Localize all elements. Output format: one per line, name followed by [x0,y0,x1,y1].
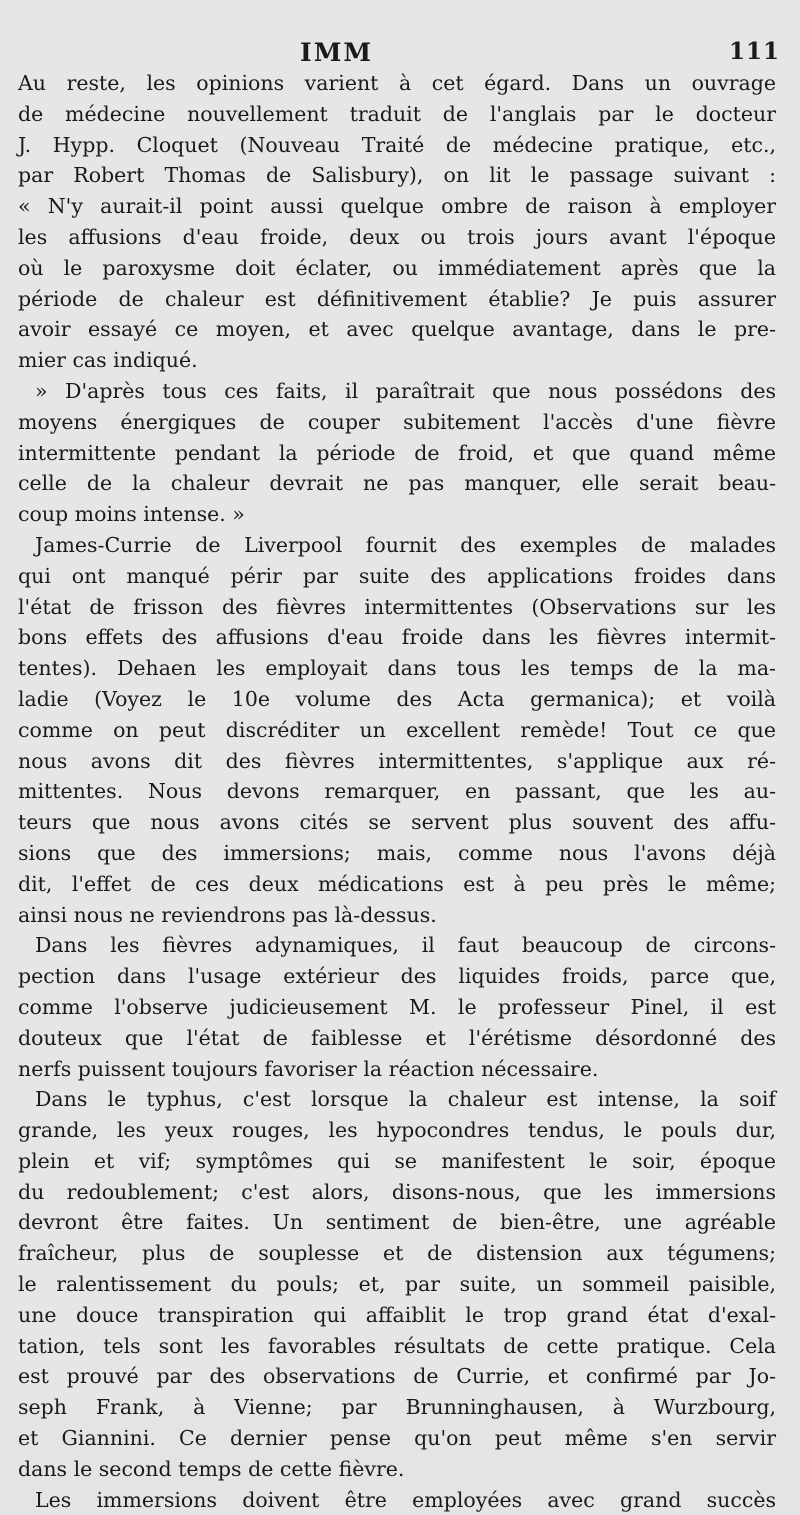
text-line: période de chaleur est définitivement établie? Je puis assurer [18,286,776,311]
text-line: qui ont manqué périr par suite des applications froides dans [18,563,776,588]
text-line: mittentes. Nous devons remarquer, en passant, que les au- [18,779,776,804]
text-line: J. Hypp. Cloquet (Nouveau Traité de médecine pratique, etc., [18,132,776,157]
text-line: où le paroxysme doit éclater, ou immédiatement après que la [18,255,776,280]
text-line: grande, les yeux rouges, les hypocondres tendus, le pouls dur, [18,1118,776,1143]
text-line: devront être faites. Un sentiment de bien-être, une agréable [18,1210,776,1235]
text-line: « N'y aurait-il point aussi quelque ombre de raison à employer [18,194,776,219]
text-line: le ralentissement du pouls; et, par suite, un sommeil paisible, [18,1272,776,1297]
text-line: dit, l'effet de ces deux médications est à peu près le même; [18,871,776,896]
text-line: tation, tels sont les favorables résultats de cette pratique. Cela [18,1333,776,1358]
text-line: de médecine nouvellement traduit de l'anglais par le docteur [18,101,776,126]
text-line: intermittente pendant la période de froid, et que quand même [18,440,776,465]
text-line: Dans les fièvres adynamiques, il faut beaucoup de circons- [35,933,776,958]
text-line: James-Currie de Liverpool fournit des exemples de malades [35,532,776,557]
text-line: sions que des immersions; mais, comme nous l'avons déjà [18,840,776,865]
text-line: celle de la chaleur devrait ne pas manquer, elle serait beau- [18,471,776,496]
text-line: les affusions d'eau froide, deux ou trois jours avant l'époque [18,224,776,249]
text-line: bons effets des affusions d'eau froide dans les fièvres intermit- [18,625,776,650]
text-line: est prouvé par des observations de Currie, et confirmé par Jo- [18,1364,776,1389]
text-line: teurs que nous avons cités se servent plus souvent des affu- [18,810,776,835]
text-line: nous avons dit des fièvres intermittentes, s'applique aux ré- [18,748,776,773]
text-line: comme on peut discréditer un excellent remède! Tout ce que [18,717,776,742]
text-line: moyens énergiques de couper subitement l'accès d'une fièvre [18,409,776,434]
text-line: plein et vif; symptômes qui se manifestent le soir, époque [18,1148,776,1173]
text-line: ladie (Voyez le 10e volume des Acta germanica); et voilà [18,686,776,711]
text-line: Au reste, les opinions varient à cet égard. Dans un ouvrage [18,71,776,95]
text-line: avoir essayé ce moyen, et avec quelque avantage, dans le pre- [18,317,776,342]
text-line: pection dans l'usage extérieur des liquides froids, parce que, [18,964,776,989]
text-line: fraîcheur, plus de souplesse et de distension aux tégumens; [18,1241,776,1266]
body-text [18,68,776,1515]
running-head: IMM [300,38,374,67]
text-line: du redoublement; c'est alors, disons-nous, que les immersions [18,1179,776,1204]
text-line: comme l'observe judicieusement M. le professeur Pinel, il est [18,994,776,1019]
text-line: une douce transpiration qui affaiblit le trop grand état d'exal- [18,1302,776,1327]
text-line: seph Frank, à Vienne; par Brunninghausen, à Wurzbourg, [18,1395,776,1420]
text-line: ainsi nous ne reviendrons pas là-dessus. [18,902,437,927]
text-line: » D'après tous ces faits, il paraîtrait que nous possédons des [35,378,776,403]
text-line: l'état de frisson des fièvres intermittentes (Observations sur les [18,594,776,619]
text-line: douteux que l'état de faiblesse et l'érétisme désordonné des [18,1025,776,1050]
text-line: tentes). Dehaen les employait dans tous les temps de la ma- [18,656,776,681]
text-line: mier cas indiqué. [18,348,198,373]
page-number: 111 [728,38,780,65]
text-line: dans le second temps de cette fièvre. [18,1456,405,1481]
text-line: Dans le typhus, c'est lorsque la chaleur est intense, la soif [35,1087,776,1112]
text-line: nerfs puissent toujours favoriser la réaction nécessaire. [18,1056,599,1081]
page-header [0,38,800,68]
text-line: par Robert Thomas de Salisbury), on lit le passage suivant : [18,163,776,188]
text-line: Les immersions doivent être employées avec grand succès [35,1487,776,1512]
text-line: et Giannini. Ce dernier pense qu'on peut même s'en servir [18,1426,776,1451]
text-line: coup moins intense. » [18,502,245,527]
